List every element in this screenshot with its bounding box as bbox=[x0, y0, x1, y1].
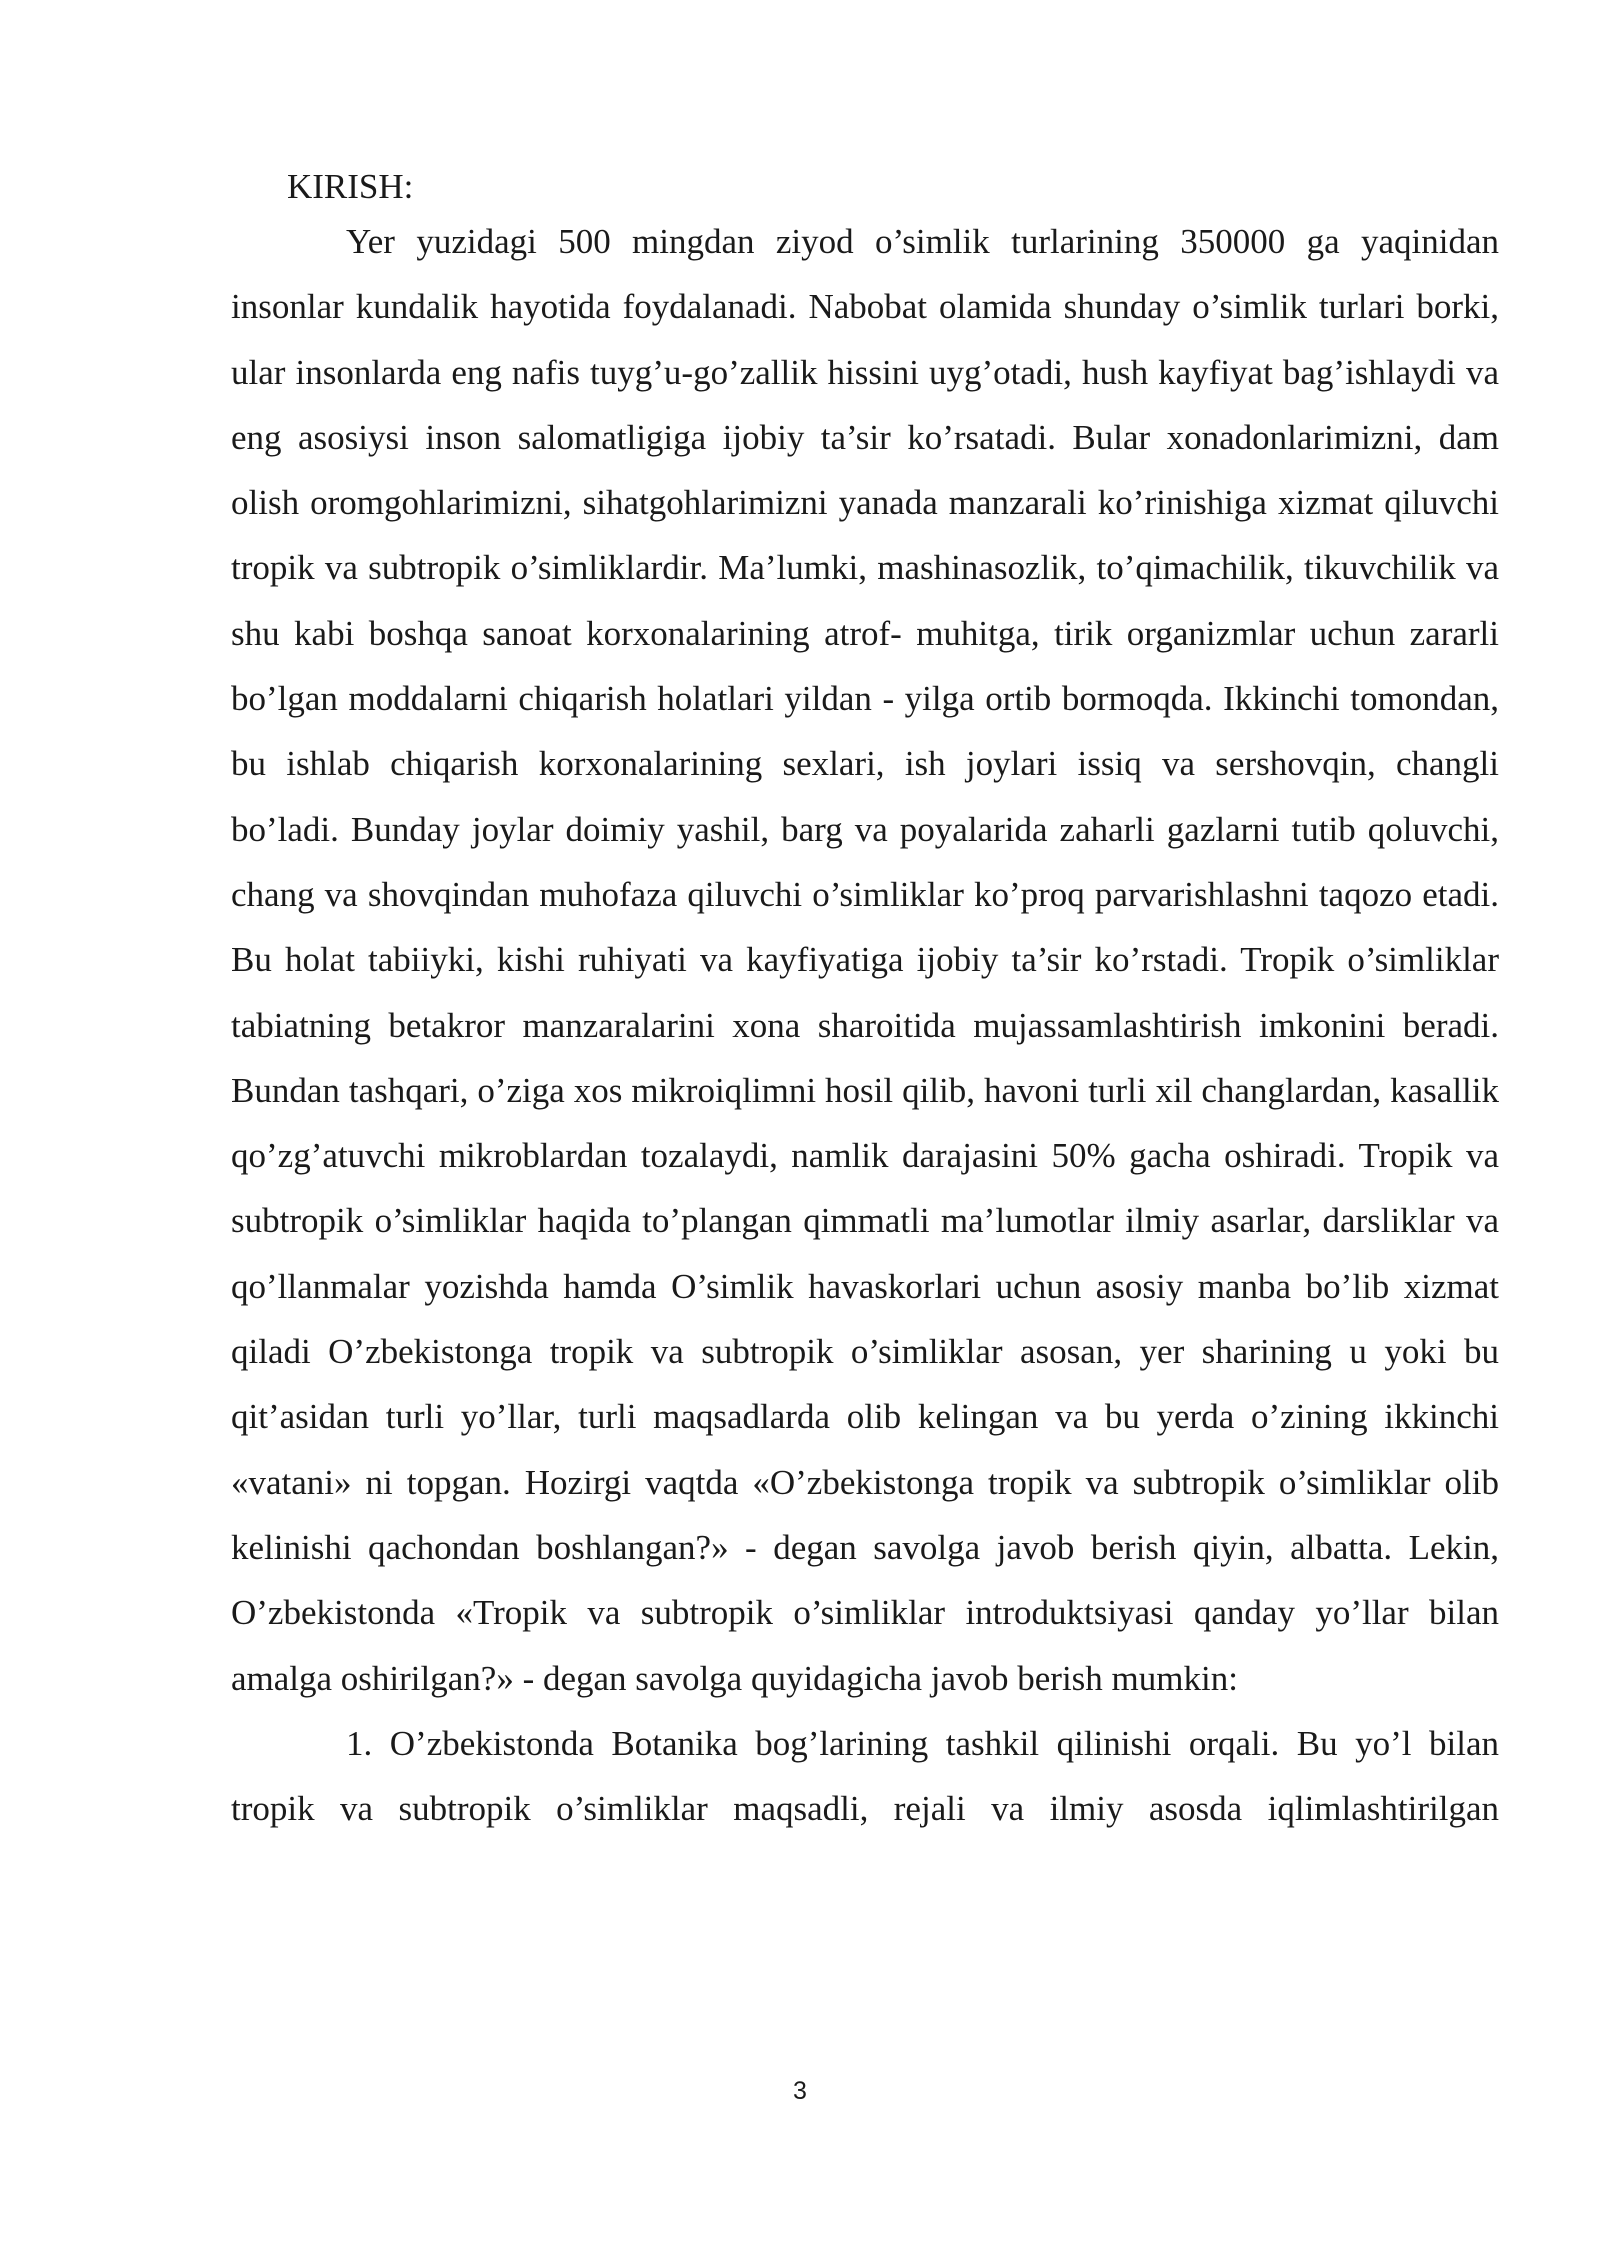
section-heading: KIRISH: bbox=[287, 167, 414, 206]
page-number: 3 bbox=[793, 2077, 807, 2105]
paragraph-list-item-1: 1. O’zbekistonda Botanika bog’larining tashkil qilinishi orqali. Bu yo’l bilan tropik va subtropik o’simliklar maqsadli, rejali va ilmiy asosda iqlimlashtirilgan bbox=[231, 1723, 1499, 1829]
paragraph-intro: Yer yuzidagi 500 mingdan ziyod o’simlik turlarining 350000 ga yaqinidan insonlar kundalik hayotida foydalanadi. Nabobat olamida shunday o’simlik turlari borki, ular insonlarda eng nafis tuyg’u-go’zallik hissini uyg’otadi, hush kayfiyat bag’ishlaydi va eng asosiysi inson salomatligiga ijobiy ta’sir ko’rsatadi. Bular xonadonlarimizni, dam olish oromgohlarimizni, sihatgohlarimizni yanada manzarali ko’rinishiga xizmat qiluvchi tropik va subtropik o’simliklardir. Ma’lumki, mashinasozlik, to’qimachilik, tikuvchilik va shu kabi boshqa sanoat korxonalarining atrof- muhitga, tirik organizmlar uchun zararli bo’lgan moddalarni chiqarish holatlari yildan - yilga ortib bormoqda. Ikkinchi tomondan, bu ishlab chiqarish korxonalarining sexlari, ish joylari issiq va sershovqin, changli bo’ladi. Bunday joylar doimiy yashil, barg va poyalarida zaharli gazlarni tutib qoluvchi, chang va shovqindan muhofaza qiluvchi o’simliklar ko’proq parvarishlashni taqozo etadi. Bu holat tabiiyki, kishi ruhiyati va kayfiyatiga ijobiy ta’sir ko’rstadi. Tropik o’simliklar tabiatning betakror manzaralarini xona sharoitida mujassamlashtirish imkonini beradi. Bundan tashqari, o’ziga xos mikroiqlimni hosil qilib, havoni turli xil changlardan, kasallik qo’zg’atuvchi mikroblardan tozalaydi, namlik darajasini 50% gacha oshiradi. Tropik va subtropik o’simliklar haqida to’plangan qimmatli ma’lumotlar ilmiy asarlar, darsliklar va qo’llanmalar yozishda hamda O’simlik havaskorlari uchun asosiy manba bo’lib xizmat qiladi O’zbekistonga tropik va subtropik o’simliklar asosan, yer sharining u yoki bu qit’asidan turli yo’llar, turli maqsadlarda olib kelingan va bu yerda o’zining ikkinchi «vatani» ni topgan. Hozirgi vaqtda «O’zbekistonga tropik va subtropik o’simliklar olib kelinishi qachondan boshlangan?» - degan savolga javob berish qiyin, albatta. Lekin, O’zbekistonda «Tropik va subtropik o’simliklar introduktsiyasi qanday yo’llar bilan amalga oshirilgan?» - degan savolga quyidagicha javob berish mumkin: bbox=[231, 222, 1499, 1698]
page-body bbox=[231, 164, 1499, 1841]
